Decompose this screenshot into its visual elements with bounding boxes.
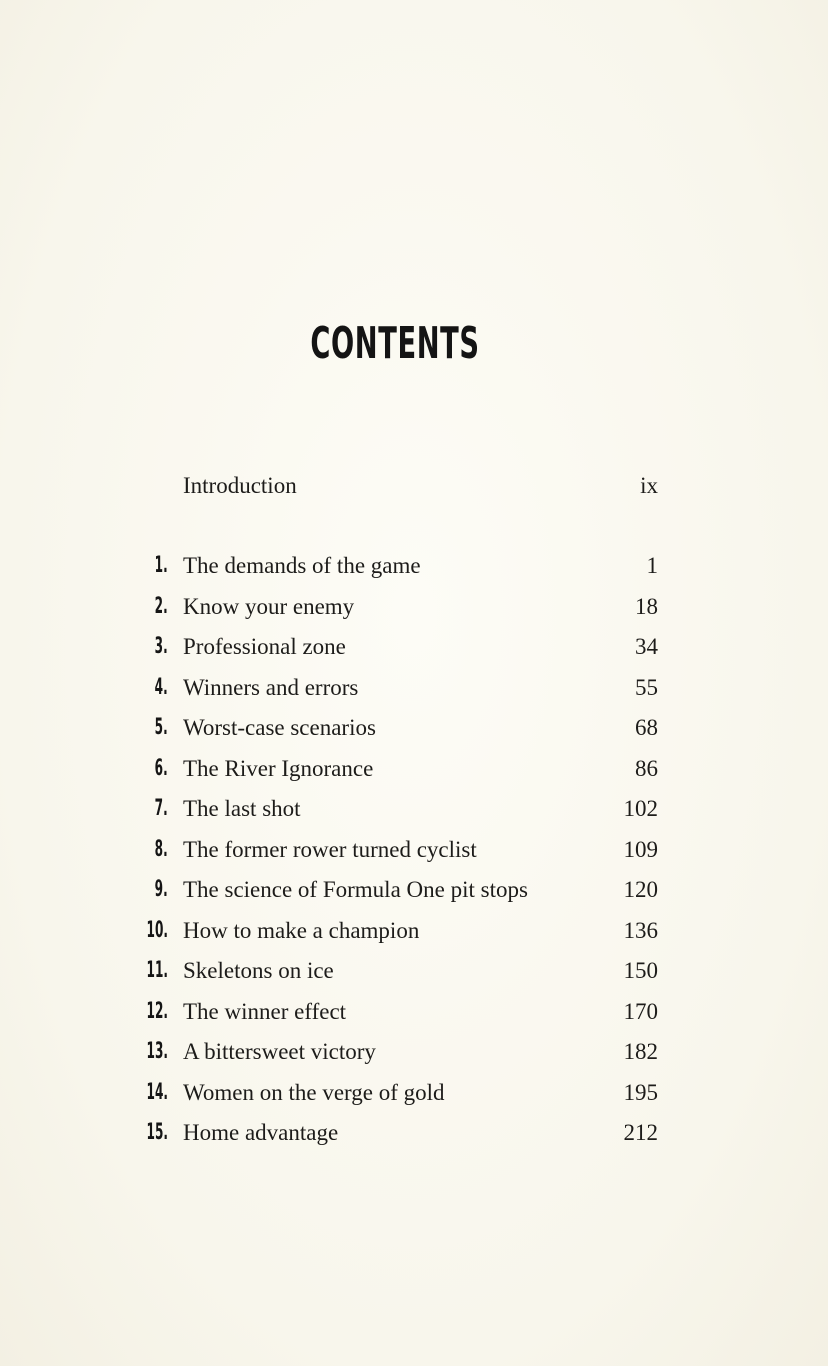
- chapter-page: 150: [623, 958, 658, 983]
- chapter-title: Worst-case scenarios: [183, 715, 376, 740]
- chapter-number: 8.: [154, 836, 168, 862]
- chapter-page: 170: [623, 998, 658, 1024]
- chapter-title: Professional zone: [183, 634, 346, 659]
- chapter-number: 11.: [146, 958, 168, 983]
- chapter-page: 109: [623, 836, 658, 862]
- toc-entry: [0, 994, 828, 1030]
- chapter-page: 212: [623, 1120, 658, 1145]
- chapter-page: 55: [635, 674, 658, 700]
- chapter-number: 5.: [154, 715, 168, 740]
- chapter-page: 102: [623, 796, 658, 821]
- chapter-title: Skeletons on ice: [183, 958, 334, 983]
- toc-entry: [0, 953, 828, 989]
- chapter-title: A bittersweet victory: [183, 1039, 376, 1064]
- chapter-number: 3.: [154, 634, 168, 659]
- chapter-title: The River Ignorance: [183, 755, 374, 781]
- chapter-title: The winner effect: [183, 998, 347, 1024]
- chapter-page: 182: [623, 1039, 658, 1064]
- chapter-page: 68: [635, 715, 658, 740]
- chapter-number: 9.: [154, 877, 168, 902]
- toc-entry: [0, 1034, 828, 1070]
- toc-entry: [0, 629, 828, 665]
- toc-entry-introduction: [0, 468, 828, 504]
- toc-entry: [0, 670, 828, 706]
- toc-entry: [0, 710, 828, 746]
- toc-entry: [0, 791, 828, 827]
- chapter-number: 1.: [154, 553, 168, 578]
- chapter-page: 18: [635, 593, 658, 619]
- chapter-page: 34: [635, 634, 658, 659]
- chapter-page: 120: [623, 877, 658, 902]
- chapter-title: Know your enemy: [183, 593, 355, 619]
- chapter-number: 14.: [146, 1079, 168, 1105]
- chapter-number: 7.: [154, 796, 168, 821]
- toc-entry: [0, 589, 828, 625]
- chapter-number: 15.: [146, 1120, 168, 1145]
- chapter-title: The demands of the game: [183, 553, 421, 578]
- chapter-title: The last shot: [183, 796, 301, 821]
- chapter-title: Women on the verge of gold: [183, 1079, 445, 1105]
- chapter-title: Winners and errors: [183, 674, 359, 700]
- chapter-number: 2.: [154, 593, 168, 619]
- toc-entry: [0, 913, 828, 949]
- chapter-title: How to make a champion: [183, 917, 420, 943]
- chapter-title: The former rower turned cyclist: [183, 836, 477, 862]
- chapter-number: 13.: [146, 1039, 168, 1064]
- chapter-page: 86: [635, 755, 658, 781]
- chapter-title: Home advantage: [183, 1120, 339, 1145]
- toc-entry: [0, 872, 828, 908]
- chapter-page: 136: [623, 917, 658, 943]
- chapter-number: 10.: [146, 917, 168, 943]
- toc-entry: [0, 832, 828, 868]
- chapter-number: 6.: [154, 755, 168, 781]
- toc-entry: [0, 751, 828, 787]
- toc-entry: [0, 548, 828, 584]
- page-title: CONTENTS: [310, 318, 480, 369]
- toc-entry: [0, 1075, 828, 1111]
- chapter-page: 195: [623, 1079, 658, 1105]
- chapter-title: The science of Formula One pit stops: [183, 877, 528, 902]
- chapter-number: 4.: [154, 674, 168, 700]
- chapter-page: 1: [646, 553, 658, 578]
- toc-entry: [0, 1115, 828, 1151]
- toc-entry-page: ix: [640, 473, 658, 498]
- toc-entry-title: Introduction: [183, 473, 297, 498]
- chapter-number: 12.: [146, 998, 168, 1024]
